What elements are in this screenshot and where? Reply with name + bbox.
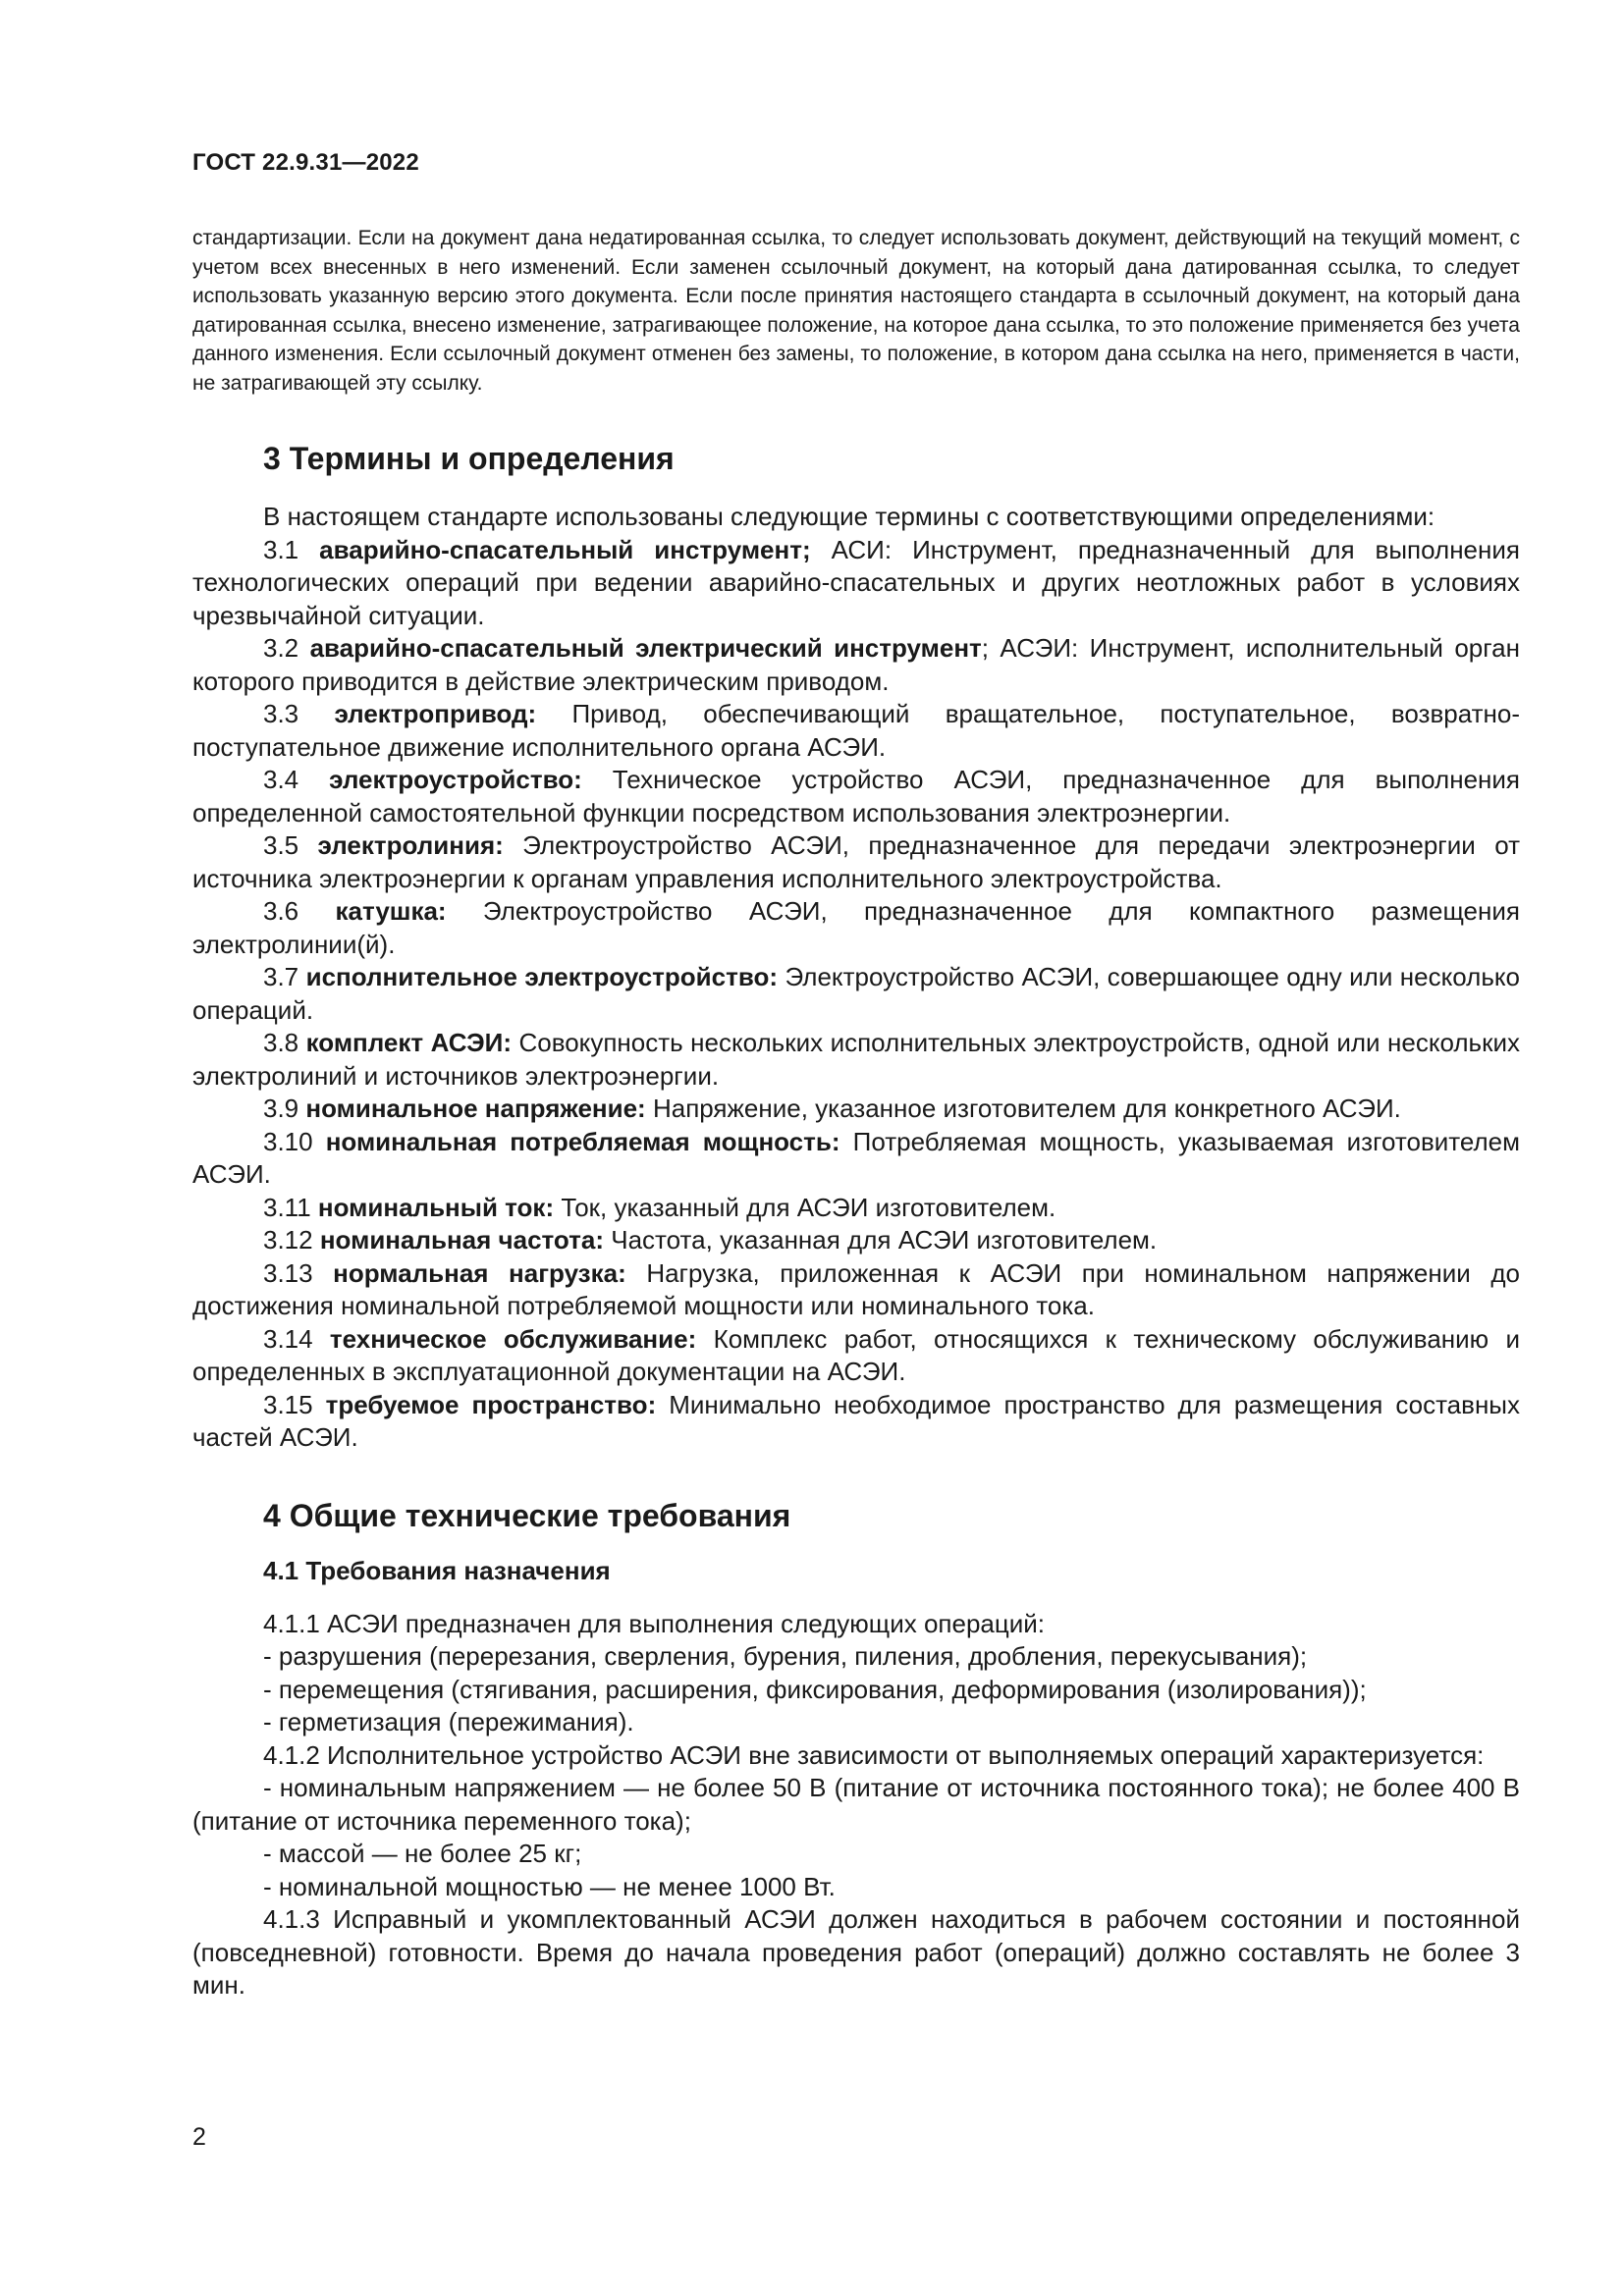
term-name: техническое обслуживание: [329, 1323, 697, 1354]
term-number: 3.3 [263, 699, 299, 728]
clause-4-1-3: 4.1.3 Исправный и укомплектованный АСЭИ должен находиться в рабочем состоянии и постоянной (повседневной) готовности. Время до начала проведения работ (операций) должно составлять не более 3 мин. [192, 1904, 1520, 2000]
list-item: - номинальной мощностью — не менее 1000 Вт. [263, 1871, 836, 1901]
term-name: электролиния: [317, 830, 504, 860]
term-3-1 [192, 534, 1520, 633]
term-name: электроустройство: [329, 765, 582, 794]
term-definition: Совокупность нескольких исполнительных электроустройств, одной или нескольких электролиний и источников электроэнергии. [192, 1028, 1521, 1091]
term-name: нормальная нагрузка: [333, 1257, 626, 1288]
term-name: аварийно-спасательный электрический инструмент [309, 633, 982, 663]
term-3-12 [192, 1224, 1520, 1257]
term-definition: Напряжение, указанное изготовителем для конкретного АСЭИ. [652, 1094, 1401, 1123]
term-3-8 [192, 1027, 1520, 1093]
document-code-header: ГОСТ 22.9.31—2022 [192, 149, 419, 176]
term-name: аварийно-спасательный инструмент; [319, 534, 811, 564]
page-number: 2 [192, 2123, 206, 2151]
term-name: комплект АСЭИ: [305, 1028, 512, 1057]
term-3-4 [192, 764, 1520, 829]
term-name: требуемое пространство: [325, 1389, 657, 1419]
page-content [192, 224, 1520, 2002]
term-definition: Электроустройство АСЭИ, предназначенное для компактного размещения электролинии(й). [192, 896, 1520, 959]
term-3-2 [192, 632, 1520, 698]
term-name: электропривод: [334, 699, 537, 728]
term-definition: Электроустройство АСЭИ, совершающее одну или несколько операций. [192, 962, 1521, 1025]
section-3-title: 3 Термины и определения [263, 441, 675, 476]
term-3-15 [192, 1389, 1520, 1455]
term-definition: Частота, указанная для АСЭИ изготовителем. [611, 1225, 1158, 1255]
term-definition: Привод, обеспечивающий вращательное, поступательное, возвратно-поступательное движение исполнительного органа АСЭИ. [192, 699, 1520, 762]
term-3-14 [192, 1323, 1520, 1389]
clause-4-1-1: 4.1.1 АСЭИ предназначен для выполнения следующих операций: [263, 1608, 1046, 1638]
term-3-5 [192, 829, 1520, 895]
term-3-10 [192, 1126, 1520, 1192]
term-definition: Техническое устройство АСЭИ, предназначенное для выполнения определенной самостоятельной функции посредством использования электроэнергии. [192, 765, 1520, 828]
term-3-9 [192, 1093, 1520, 1126]
subsection-4-1-title: 4.1 Требования назначения [263, 1555, 611, 1585]
term-number: 3.14 [263, 1323, 313, 1354]
term-name: номинальное напряжение: [305, 1094, 646, 1123]
intro-paragraph: стандартизации. Если на документ дана недатированная ссылка, то следует использовать документ, действующий на текущий момент, с учетом всех внесенных в него изменений. Если заменен ссылочный документ, на который дана датированная ссылка, то следует использовать указанную версию этого документа. Если после принятия настоящего стандарта в ссылочный документ, на который дана датированная ссылка, внесено изменение, затрагивающее положение, на которое дана ссылка, то это положение применяется без учета данного изменения. Если ссылочный документ отменен без замены, то положение, в котором дана ссылка на него, применяется в части, не затрагивающей эту ссылку. [192, 227, 1520, 395]
term-3-6 [192, 895, 1520, 961]
section-3-body [192, 501, 1520, 1455]
term-definition: Комплекс работ, относящихся к техническому обслуживанию и определенных в эксплуатационной документации на АСЭИ. [192, 1323, 1520, 1386]
term-number: 3.12 [263, 1225, 313, 1255]
term-number: 3.6 [263, 896, 299, 926]
term-name: номинальный ток: [317, 1192, 555, 1222]
list-item: - герметизация (пережимания). [263, 1707, 634, 1736]
term-name: номинальная потребляемая мощность: [325, 1126, 840, 1156]
term-name: номинальная частота: [319, 1225, 605, 1255]
term-definition: Ток, указанный для АСЭИ изготовителем. [561, 1192, 1056, 1222]
term-number: 3.4 [263, 765, 299, 794]
list-item: - разрушения (перерезания, сверления, бурения, пиления, дробления, перекусывания); [263, 1641, 1308, 1671]
term-name: катушка: [335, 896, 447, 926]
term-definition: Минимально необходимое пространство для размещения составных частей АСЭИ. [192, 1389, 1520, 1452]
term-3-11 [192, 1192, 1520, 1225]
term-number: 3.2 [263, 633, 299, 663]
term-3-13 [192, 1257, 1520, 1323]
term-definition: ; АСЭИ: Инструмент, исполнительный орган которого приводится в действие электрическим приводом. [192, 633, 1520, 696]
list-item: - массой — не более 25 кг; [263, 1839, 582, 1868]
section-4-body [192, 1608, 1520, 2002]
term-number: 3.10 [263, 1126, 313, 1156]
term-number: 3.5 [263, 830, 299, 860]
clause-4-1-2: 4.1.2 Исполнительное устройство АСЭИ вне зависимости от выполняемых операций характеризуется: [263, 1739, 1485, 1770]
list-item: - перемещения (стягивания, расширения, фиксирования, деформирования (изолирования)); [263, 1674, 1367, 1704]
term-definition: Потребляемая мощность, указываемая изготовителем АСЭИ. [192, 1126, 1521, 1189]
term-number: 3.13 [263, 1257, 313, 1288]
list-item: - номинальным напряжением — не более 50 В (питание от источника постоянного тока); не более 400 В (питание от источника переменного тока); [192, 1773, 1520, 1836]
term-number: 3.1 [263, 534, 299, 564]
term-number: 3.15 [263, 1389, 313, 1419]
term-definition: Нагрузка, приложенная к АСЭИ при номинальном напряжении до достижения номинальной потребляемой мощности или номинального тока. [192, 1257, 1520, 1320]
term-3-3 [192, 698, 1520, 764]
term-name: исполнительное электроустройство: [305, 962, 779, 991]
term-number: 3.11 [263, 1192, 311, 1222]
section-3-intro: В настоящем стандарте использованы следующие термины с соответствующими определениями: [263, 502, 1435, 531]
term-definition: Электроустройство АСЭИ, предназначенное для передачи электроэнергии от источника электроэнергии к органам управления исполнительного электроустройства. [192, 830, 1520, 893]
term-3-7 [192, 961, 1520, 1027]
term-definition: АСИ: Инструмент, предназначенный для выполнения технологических операций при ведении аварийно-спасательных и других неотложных работ в условиях чрезвычайной ситуации. [192, 534, 1520, 630]
section-4-title: 4 Общие технические требования [263, 1497, 791, 1533]
term-number: 3.8 [263, 1028, 299, 1057]
term-number: 3.7 [263, 962, 299, 991]
term-number: 3.9 [263, 1094, 299, 1123]
